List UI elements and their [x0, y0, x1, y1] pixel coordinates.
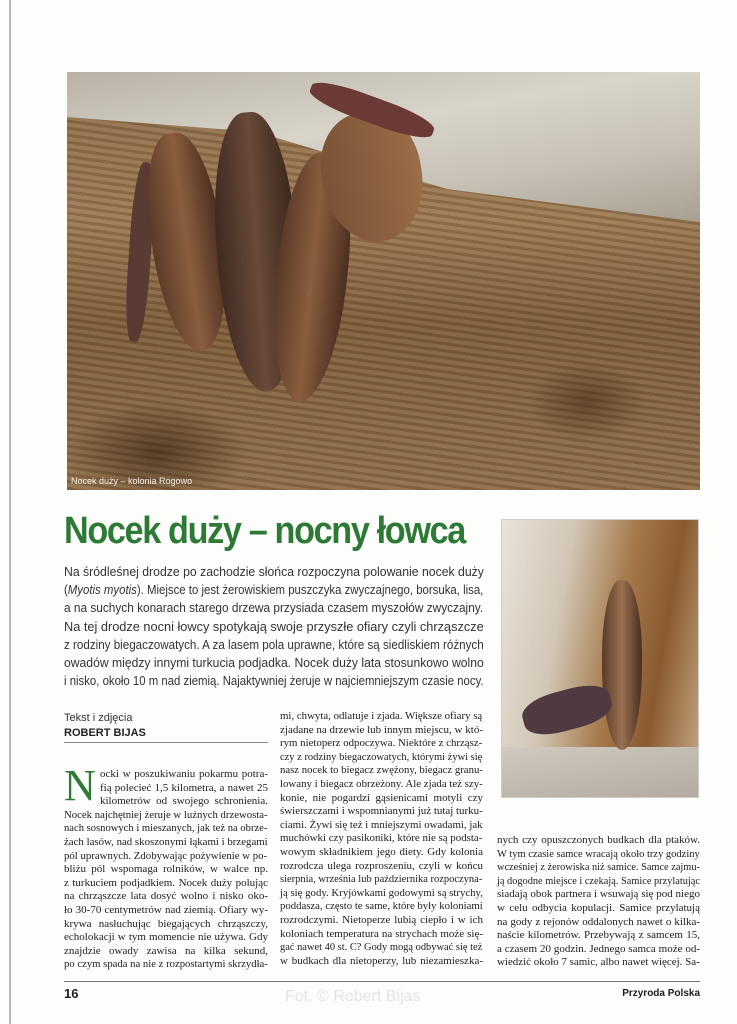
- body-column-2: [280, 710, 483, 968]
- body-line: znajdzie owady zawisa na kilka sekund,: [64, 944, 268, 957]
- body-column-3: [497, 834, 700, 970]
- body-line: siadają obok partnera i wsuwają się pod niego: [497, 888, 700, 901]
- page-number: 16: [64, 986, 79, 1001]
- body-line: Nocek najchętniej żeruje w luźnych drzewosta-: [64, 808, 268, 821]
- lead-line: Na tej drodze nocni łowcy spotykają swoje przyszłe ofiary czyli chrząszcze: [64, 618, 484, 634]
- body-line: ło 30-70 centymetrów nad ziemią. Ofiary wy-: [64, 903, 268, 916]
- body-line: kilometrów od swojego schronienia.: [100, 795, 268, 808]
- body-line: echolokacji w tym momencie nie używa. Gdy: [64, 931, 268, 944]
- divider: [64, 742, 268, 743]
- article-lead: [64, 563, 484, 690]
- body-line: muchówki czy pasikoniki, które nie są podsta-: [280, 832, 483, 845]
- body-line: konie, nie pogardzi gąsienicami motyli czy: [280, 791, 483, 804]
- article-title: Nocek duży – nocny łowca: [64, 510, 465, 552]
- photo-floor: [502, 747, 698, 797]
- bat: [602, 580, 642, 750]
- drop-cap: N: [64, 761, 96, 810]
- body-line: zjadane na drzewie lub innym miejscu, w któ-: [280, 723, 483, 736]
- body-line: żach lasów, nad skoszonymi łąkami i brzegami: [64, 835, 268, 848]
- body-line: gać nawet 40 st. C? Gody mogą odbywać się też: [280, 941, 483, 954]
- body-line: na chrząszcze lata dosyć wolno i nisko oko-: [64, 890, 268, 903]
- lead-line: owadów między innymi turkucia podjadka. Nocek duży lata stosunkowo wolno: [64, 654, 484, 670]
- lead-line: a na suchych konarach starego drzewa przysiada czasem myszołów zwyczajny.: [64, 600, 484, 616]
- lead-line: z rodziny biegaczowatych. A za lasem pola uprawne, które są siedliskiem różnych: [64, 636, 484, 652]
- body-line: poddasza, często te same, które były koloniami: [280, 900, 483, 913]
- body-line: bliżu pól wspomaga rolników, w walce np.: [64, 863, 268, 876]
- footer-divider: [64, 981, 700, 982]
- body-column-1: [64, 768, 268, 972]
- body-line: lowany i biegacz obrzeżony. Ale zjada też szy-: [280, 777, 483, 790]
- body-line: sierpnia, września lub października rozpoczyna-: [280, 873, 483, 886]
- main-photo-bats-colony: [67, 72, 700, 490]
- body-line: w celu odbycia kopulacji. Samice przylatują: [497, 901, 700, 914]
- body-line: ocki w poszukiwaniu pokarmu potra-: [100, 768, 268, 780]
- body-line: pól uprawnych. Zdobywając pożywienie w po-: [64, 849, 268, 862]
- body-line: na gody z rejonów oddalonych nawet o kilka-: [497, 915, 700, 928]
- body-line: z turkuciem podjadkiem. Nocek duży polując: [64, 876, 268, 889]
- body-line: W tym czasie samce wracają około trzy godziny: [497, 847, 700, 860]
- body-line: po czym spada na nie z rozpostartymi skrzydła-: [64, 958, 268, 971]
- body-line: świerszczami i wspomnianymi już tutaj turku-: [280, 805, 483, 818]
- body-line: wcześniej z żerowiska niż samice. Samce zajmu-: [497, 861, 700, 874]
- body-line: krywa nasłuchując biegających chrząszczy,: [64, 917, 268, 930]
- body-line: koloniach temperatura na strychach może się-: [280, 927, 483, 940]
- body-line: wowym składnikiem jego diety. Gdy kolonia: [280, 845, 483, 858]
- body-line: rym nietoperz odpoczywa. Niektóre z chrząsz-: [280, 737, 483, 750]
- author-label: Tekst i zdjęcia: [64, 712, 133, 724]
- body-line: ją dogodne miejsce i czekają. Samice przylatując: [497, 874, 700, 887]
- body-line: rozrodcza ulega rozproszeniu, czyli w końcu: [280, 859, 483, 872]
- side-photo-bats: [502, 520, 698, 797]
- body-line: nasz nocek to biegacz zwężony, biegacz granu-: [280, 764, 483, 777]
- body-line: ją się gody. Kryjówkami godowymi są strychy,: [280, 886, 483, 899]
- body-line: a czasem 20 godzin. Jednego samca może od-: [497, 942, 700, 955]
- lead-line: i nisko, około 10 m nad ziemią. Najaktywniej żeruje w najciemniejszym czasie nocy.: [64, 673, 484, 689]
- body-line: czy z rodziny biegaczowatych, którymi żywi się: [280, 750, 483, 763]
- body-line: naście kilometrów. Przebywają z samcem 15,: [497, 929, 700, 942]
- photo-caption: Nocek duży – kolonia Rogowo: [71, 476, 193, 486]
- bat-wing: [518, 679, 615, 741]
- body-line: nach sosnowych i mieszanych, jak też na obrze-: [64, 822, 268, 835]
- body-line: rozrodczymi. Nietoperze lubią ciepło i w ich: [280, 913, 483, 926]
- body-line: mi, chwyta, odlatuje i zjada. Większe ofiary są: [280, 710, 483, 722]
- body-line: nych czy opuszczonych budkach dla ptaków.: [497, 834, 700, 846]
- body-line: fią polecieć 1,5 kilometra, a nawet 25: [100, 781, 268, 794]
- body-line: w budkach dla nietoperzy, lub niezamieszka-: [280, 954, 483, 967]
- watermark: Fot. © Robert Bijas: [285, 988, 421, 1005]
- lead-line: (Myotis myotis). Miejsce to jest żerowiskiem puszczyka zwyczajnego, borsuka, lisa,: [64, 582, 484, 598]
- author-name: ROBERT BIJAS: [64, 727, 146, 739]
- magazine-name: Przyroda Polska: [622, 988, 700, 999]
- lead-line: Na śródleśnej drodze po zachodzie słońca rozpoczyna polowanie nocek duży: [64, 564, 484, 579]
- scan-border: [9, 0, 11, 1024]
- body-line: ciami. Żywi się też i mniejszymi owadami, jak: [280, 818, 483, 831]
- body-line: wiedzić około 7 samic, albo nawet więcej. Sa-: [497, 956, 700, 969]
